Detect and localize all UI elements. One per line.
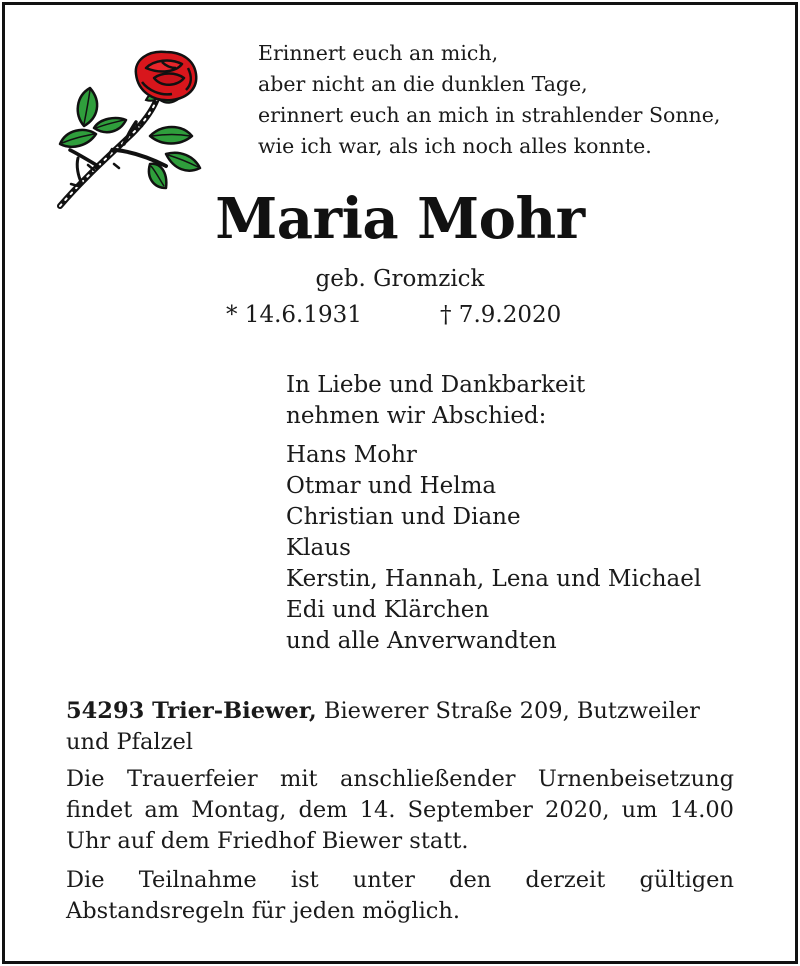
birth-date: * 14.6.1931 — [226, 302, 362, 328]
death-date: † 7.9.2020 — [440, 302, 562, 328]
poem-line: Erinnert euch an mich, — [258, 41, 499, 65]
distance-rules-text: Die Teilnahme ist unter den derzeit gültigen Abstandsregeln für jeden möglich. — [66, 867, 734, 924]
farewell-text — [286, 370, 585, 432]
mourner-item: Hans Mohr — [286, 442, 417, 468]
address — [66, 696, 734, 758]
mourner-item: Otmar und Helma — [286, 473, 497, 499]
birth-name: geb. Gromzick — [315, 266, 485, 292]
mourners-list — [286, 440, 701, 657]
poem-line: erinnert euch an mich in strahlender Sonne, — [258, 103, 721, 127]
address-street: Biewerer Straße 209, Butzweiler und Pfalzel — [66, 698, 700, 755]
poem-line: wie ich war, als ich noch alles konnte. — [258, 134, 652, 158]
farewell-line: nehmen wir Abschied: — [286, 403, 547, 429]
mourner-item: Christian und Diane — [286, 504, 521, 530]
mourner-item: Edi und Klärchen — [286, 597, 490, 623]
mourner-item: und alle Anverwandten — [286, 628, 557, 654]
deceased-name: Maria Mohr — [215, 186, 585, 252]
address-place: 54293 Trier-Biewer, — [66, 698, 317, 724]
mourner-item: Kerstin, Hannah, Lena und Michael — [286, 566, 702, 592]
poem-line: aber nicht an die dunklen Tage, — [258, 72, 588, 96]
farewell-line: In Liebe und Dankbarkeit — [286, 372, 586, 398]
ceremony-text: Die Trauerfeier mit anschließender Urnenbeisetzung findet am Montag, dem 14. September 2020, um 14.00 Uhr auf dem Friedhof Biewer statt. — [66, 766, 734, 854]
poem-verse — [258, 38, 720, 162]
mourner-item: Klaus — [286, 535, 351, 561]
